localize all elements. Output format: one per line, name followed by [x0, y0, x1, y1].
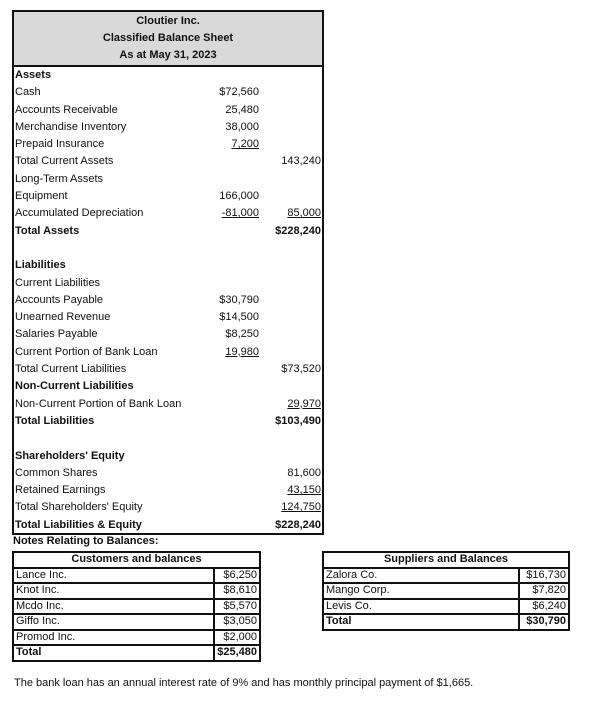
row-label: Total Current Liabilities — [15, 363, 127, 376]
row-total: $228,240 — [275, 224, 321, 237]
customers-title: Customers and balances — [13, 552, 260, 568]
row-label: Total Assets — [15, 224, 80, 237]
row-amount: 38,000 — [225, 120, 259, 133]
sheet-row — [14, 67, 322, 84]
sheet-header — [14, 12, 322, 67]
entity-name: Mcdo Inc. — [13, 599, 214, 615]
sheet-row — [14, 361, 322, 378]
row-amount: 19,980 — [225, 345, 259, 358]
sheet-row — [14, 257, 322, 274]
footnote: The bank loan has an annual interest rate of 9% and has monthly principal payment of $1,665. — [14, 677, 474, 689]
sheet-row — [14, 326, 322, 343]
row-label: Total Current Assets — [15, 155, 114, 168]
sheet-row — [14, 517, 322, 534]
sheet-row — [14, 102, 322, 119]
sheet-row — [14, 223, 322, 240]
entity-name: Mango Corp. — [323, 583, 519, 599]
row-amount: 7,200 — [231, 138, 259, 151]
entity-name: Giffo Inc. — [13, 614, 214, 630]
balance-rows — [14, 67, 322, 534]
row-total: $228,240 — [275, 518, 321, 531]
entity-balance: $3,050 — [214, 614, 260, 630]
entity-name: Knot Inc. — [13, 583, 214, 599]
sheet-row — [14, 465, 322, 482]
row-label: Accounts Payable — [15, 293, 104, 306]
row-label: Total Shareholders' Equity — [15, 501, 143, 514]
sheet-row — [14, 205, 322, 222]
sheet-row — [14, 188, 322, 205]
row-label: Total Liabilities & Equity — [15, 518, 142, 531]
row-total: 81,600 — [287, 466, 321, 479]
row-label: Salaries Payable — [15, 328, 98, 341]
sheet-row — [14, 84, 322, 101]
row-label: Common Shares — [15, 466, 98, 479]
customer-row — [13, 645, 260, 661]
supplier-row — [323, 599, 569, 615]
sheet-row — [14, 413, 322, 430]
supplier-row — [323, 583, 569, 599]
row-total: 29,970 — [287, 397, 321, 410]
sheet-row — [14, 396, 322, 413]
sheet-row — [14, 344, 322, 361]
row-label: Non-Current Liabilities — [15, 380, 134, 393]
entity-name: Levis Co. — [323, 599, 519, 615]
company-name: Cloutier Inc. — [136, 15, 200, 27]
row-total: 143,240 — [281, 155, 321, 168]
sheet-title: Classified Balance Sheet — [102, 32, 234, 44]
entity-balance: $6,250 — [214, 568, 260, 584]
sheet-row — [14, 448, 322, 465]
row-label: Current Portion of Bank Loan — [15, 345, 158, 358]
sheet-row — [14, 309, 322, 326]
row-label: Cash — [15, 86, 41, 99]
entity-balance: $25,480 — [214, 645, 260, 661]
entity-name: Zalora Co. — [323, 568, 519, 584]
sheet-row — [14, 482, 322, 499]
row-amount: $14,500 — [219, 311, 259, 324]
row-total: 85,000 — [287, 207, 321, 220]
row-label: Unearned Revenue — [15, 311, 111, 324]
entity-balance: $30,790 — [519, 614, 569, 630]
sheet-row — [14, 136, 322, 153]
row-amount: $72,560 — [219, 86, 259, 99]
balance-sheet — [12, 10, 324, 535]
row-label: Prepaid Insurance — [15, 138, 105, 151]
row-label: Total Liabilities — [15, 414, 95, 427]
customer-row — [13, 599, 260, 615]
supplier-row — [323, 568, 569, 584]
row-total: 124,750 — [281, 501, 321, 514]
sheet-row — [14, 119, 322, 136]
customers-table — [12, 551, 261, 662]
row-total: $73,520 — [281, 363, 321, 376]
suppliers-table — [322, 551, 570, 631]
row-label: Merchandise Inventory — [15, 120, 127, 133]
entity-balance: $8,610 — [214, 583, 260, 599]
row-amount: -81,000 — [221, 207, 259, 220]
row-label: Assets — [15, 69, 52, 81]
entity-name: Lance Inc. — [13, 568, 214, 584]
customer-row — [13, 630, 260, 646]
row-label: Long-Term Assets — [15, 172, 104, 185]
entity-balance: $5,570 — [214, 599, 260, 615]
row-label: Current Liabilities — [15, 276, 100, 289]
sheet-row — [14, 292, 322, 309]
row-amount: 25,480 — [225, 103, 259, 116]
notes-title: Notes Relating to Balances: — [13, 535, 159, 547]
entity-balance: $2,000 — [214, 630, 260, 646]
entity-balance: $6,240 — [519, 599, 569, 615]
row-label: Accumulated Depreciation — [15, 207, 144, 220]
supplier-row — [323, 614, 569, 630]
sheet-row — [14, 275, 322, 292]
row-amount: 166,000 — [219, 190, 259, 203]
suppliers-title: Suppliers and Balances — [323, 552, 569, 568]
row-label: Equipment — [15, 190, 68, 203]
entity-name: Promod Inc. — [13, 630, 214, 646]
entity-name: Total — [323, 614, 519, 630]
row-label: Non-Current Portion of Bank Loan — [15, 397, 182, 410]
sheet-row — [14, 153, 322, 170]
row-amount: $8,250 — [225, 328, 259, 341]
row-label: Accounts Receivable — [15, 103, 118, 116]
customer-row — [13, 583, 260, 599]
row-label: Shareholders' Equity — [15, 449, 125, 462]
customer-row — [13, 568, 260, 584]
sheet-date: As at May 31, 2023 — [119, 49, 217, 61]
customer-row — [13, 614, 260, 630]
sheet-row — [14, 499, 322, 516]
entity-balance: $16,730 — [519, 568, 569, 584]
row-label: Liabilities — [15, 259, 66, 272]
entity-name: Total — [13, 645, 214, 661]
sheet-row — [14, 171, 322, 188]
row-total: $103,490 — [275, 414, 321, 427]
sheet-row — [14, 240, 322, 257]
sheet-row — [14, 430, 322, 447]
entity-balance: $7,820 — [519, 583, 569, 599]
row-label: Retained Earnings — [15, 484, 106, 497]
sheet-row — [14, 378, 322, 395]
row-total: 43,150 — [287, 484, 321, 497]
row-amount: $30,790 — [219, 293, 259, 306]
